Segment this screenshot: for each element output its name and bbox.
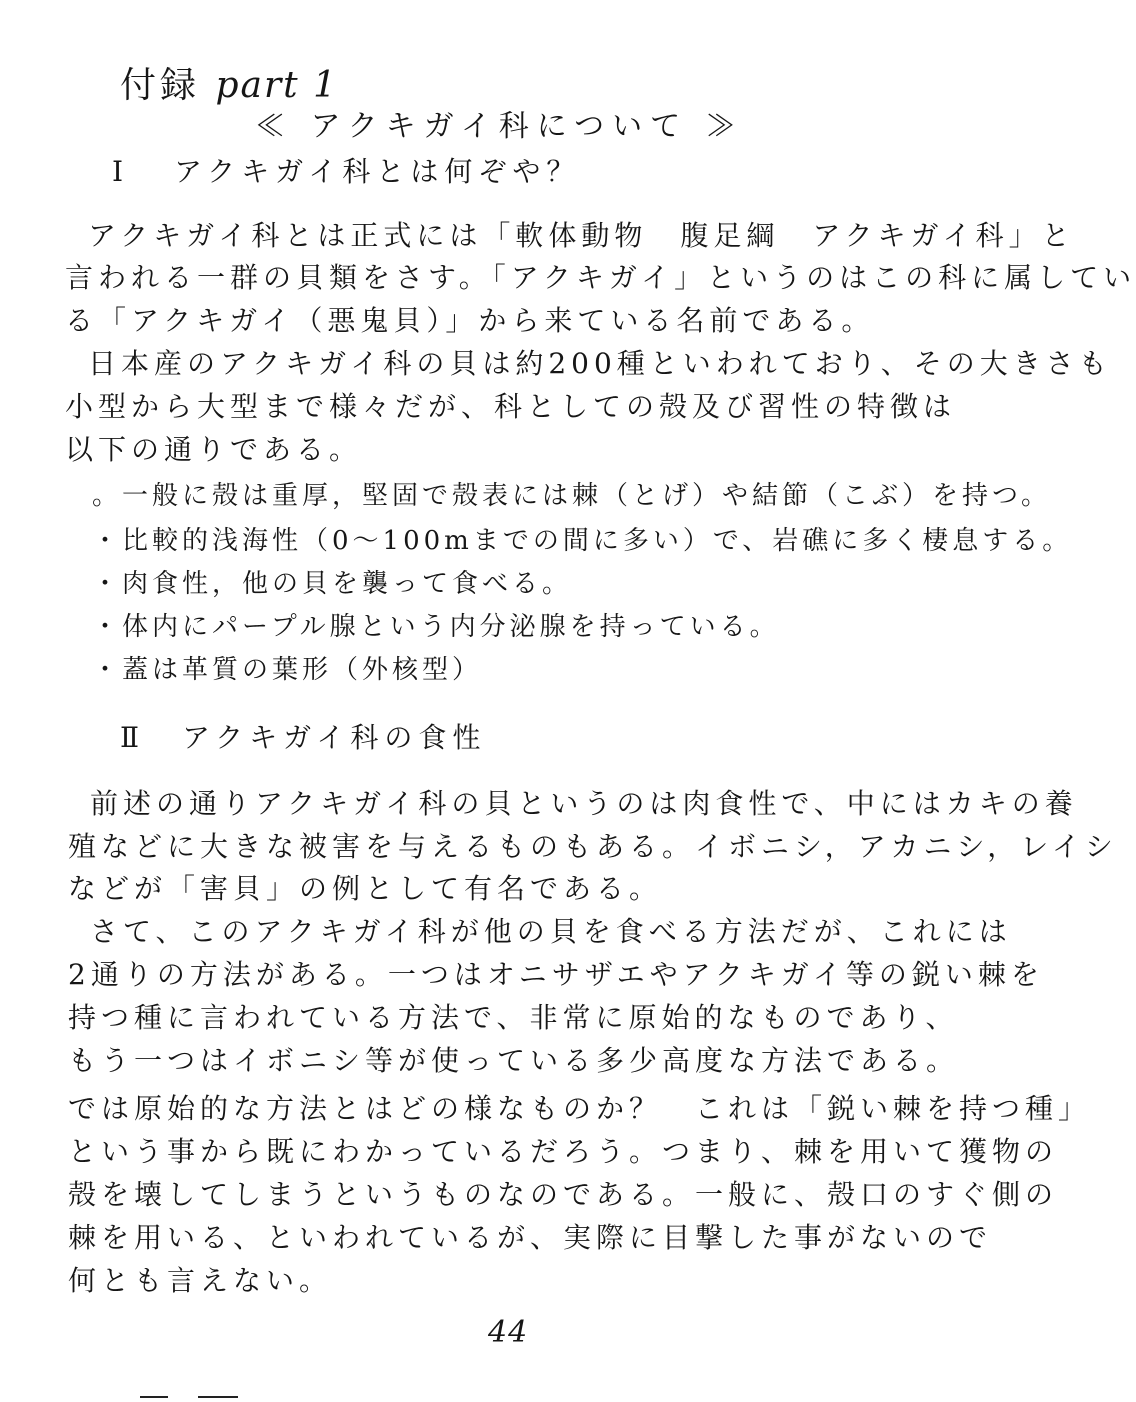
paragraph-line: 殻を壊してしまうというものなのである。一般に、殻口のすぐ側の — [68, 1178, 1059, 1211]
feature-bullet: ・比較的浅海性（0〜100mまでの間に多い）で、岩礁に多く棲息する。 — [92, 526, 1073, 556]
paragraph-line: 言われる一群の貝類をさす。「アクキガイ」というのはこの科に属してい — [65, 261, 1136, 294]
paragraph-line: という事から既にわかっているだろう。つまり、棘を用いて獲物の — [68, 1135, 1059, 1168]
feature-bullet: ・蓋は革質の葉形（外核型） — [92, 655, 483, 685]
feature-bullet: ・体内にパープル腺という内分泌腺を持っている。 — [92, 612, 780, 642]
appendix-title — [120, 65, 338, 106]
paragraph-line: 棘を用いる、といわれているが、実際に目撃した事がないので — [68, 1221, 993, 1254]
section-heading-2 — [120, 721, 487, 754]
footer-mark — [198, 1396, 238, 1398]
section-heading-text: アクキガイ科の食性 — [182, 721, 487, 754]
paragraph-line: る「アクキガイ（悪鬼貝）」から来ている名前である。 — [65, 304, 875, 337]
paragraph-line: 以下の通りである。 — [65, 433, 363, 466]
appendix-title-jp: 付録 — [120, 65, 201, 106]
paragraph-line: 2通りの方法がある。一つはオニサザエやアクキガイ等の鋭い棘を — [68, 958, 1044, 991]
paragraph-line: 前述の通りアクキガイ科の貝というのは肉食性で、中にはカキの養 — [90, 787, 1078, 820]
paragraph-line: アクキガイ科とは正式には「軟体動物 腹足綱 アクキガイ科」と — [88, 219, 1075, 252]
footer-mark — [140, 1396, 168, 1398]
paragraph-line: 持つ種に言われている方法で、非常に原始的なものであり、 — [68, 1001, 959, 1034]
section-heading-text: アクキガイ科とは何ぞや？ — [174, 155, 581, 188]
section-heading-1 — [112, 155, 581, 188]
paragraph-line: 日本産のアクキガイ科の貝は約200種といわれており、その大きさも — [88, 347, 1112, 380]
page-number: 44 — [488, 1315, 529, 1350]
paragraph-line: 小型から大型まで様々だが、科としての殻及び習性の特徴は — [65, 390, 957, 423]
paragraph-line: 何とも言えない。 — [68, 1264, 333, 1297]
paragraph-line: もう一つはイボニシ等が使っている多少高度な方法である。 — [68, 1044, 960, 1077]
paragraph-line: では原始的な方法とはどの様なものか？ これは「鋭い棘を持つ種」 — [68, 1092, 1092, 1125]
section-numeral: Ⅰ — [112, 155, 124, 188]
section-numeral: Ⅱ — [120, 721, 140, 754]
page-subtitle: ≪ アクキガイ科について ≫ — [255, 109, 744, 144]
paragraph-line: などが「害貝」の例として有名である。 — [68, 872, 663, 905]
appendix-title-en: part 1 — [215, 65, 338, 106]
feature-bullet: ・肉食性，他の貝を襲って食べる。 — [92, 569, 573, 599]
feature-bullet: 。一般に殻は重厚，堅固で殻表には棘（とげ）や結節（こぶ）を持つ。 — [92, 481, 1051, 511]
paragraph-line: 殖などに大きな被害を与えるものもある。イボニシ，アカニシ，レイシ — [68, 830, 1118, 863]
paragraph-line: さて、このアクキガイ科が他の貝を食べる方法だが、これには — [90, 915, 1012, 948]
